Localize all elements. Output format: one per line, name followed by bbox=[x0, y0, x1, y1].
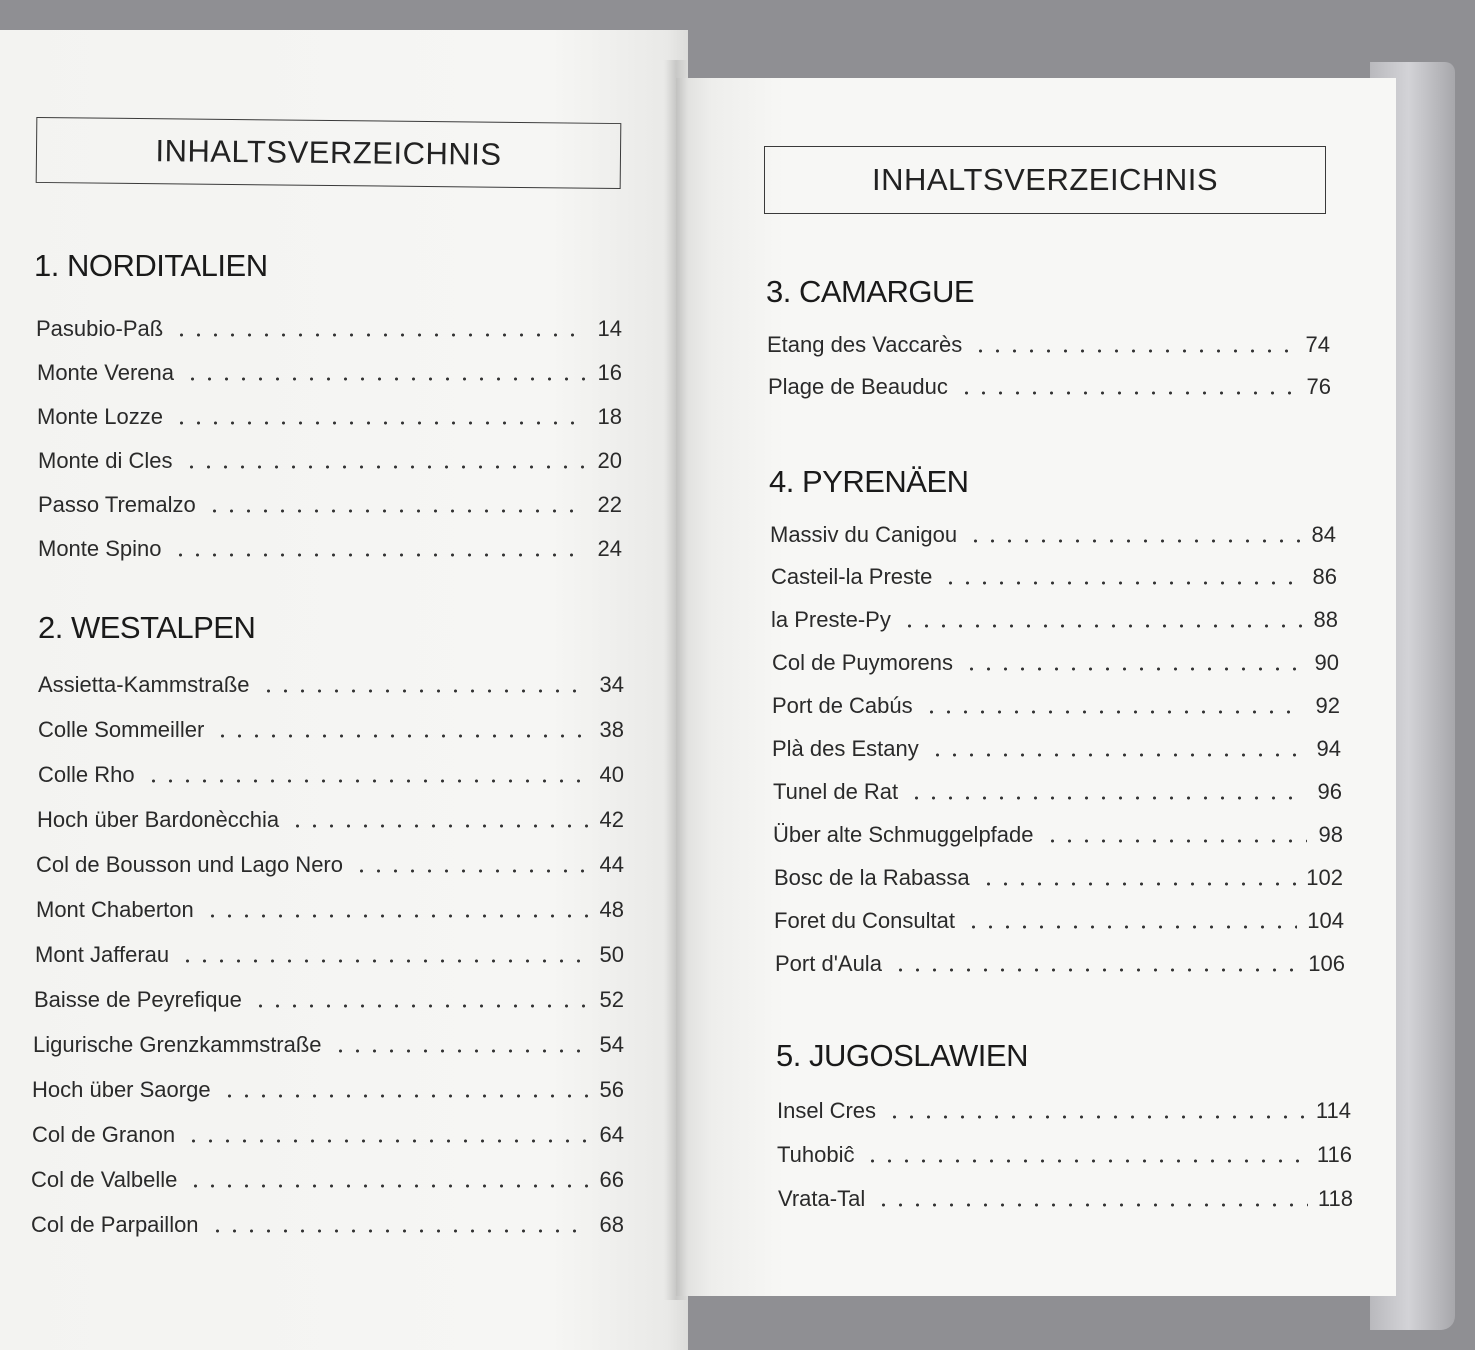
book-gutter bbox=[664, 60, 688, 1300]
right-page-title: INHALTSVERZEICHNIS bbox=[764, 146, 1326, 214]
dot-leader bbox=[184, 377, 586, 381]
toc-entry-page: 14 bbox=[597, 316, 622, 341]
dot-leader bbox=[963, 667, 1303, 671]
dot-leader bbox=[206, 509, 586, 513]
toc-entry bbox=[38, 442, 622, 474]
section-heading: 4. PYRENÄEN bbox=[769, 464, 969, 499]
dot-leader bbox=[1044, 839, 1308, 843]
toc-entry-page: 16 bbox=[597, 360, 622, 385]
toc-entry bbox=[772, 687, 1340, 719]
toc-entry bbox=[777, 1136, 1352, 1168]
dot-leader bbox=[942, 581, 1301, 585]
toc-entry-name: Col de Valbelle bbox=[31, 1167, 178, 1192]
toc-entry bbox=[33, 1026, 624, 1058]
toc-entry bbox=[31, 1161, 624, 1193]
toc-entry-name: Plage de Beauduc bbox=[768, 374, 948, 399]
toc-entry bbox=[32, 1116, 624, 1148]
left-page bbox=[0, 30, 688, 1350]
toc-entry-name: Hoch über Saorge bbox=[32, 1077, 211, 1102]
toc-entry-name: Pasubio-Paß bbox=[36, 316, 164, 341]
toc-entry-page: 118 bbox=[1317, 1186, 1353, 1211]
toc-entry-name: Col de Bousson und Lago Nero bbox=[36, 852, 343, 877]
toc-entry-name: Assietta-Kammstraße bbox=[38, 672, 250, 697]
toc-entry-page: 56 bbox=[599, 1077, 624, 1102]
section-heading: 3. CAMARGUE bbox=[766, 274, 975, 309]
toc-entry-page: 86 bbox=[1312, 564, 1337, 589]
dot-leader bbox=[980, 882, 1297, 886]
toc-entry-page: 74 bbox=[1305, 332, 1330, 357]
toc-entry-name: Tuhobiĉ bbox=[777, 1142, 855, 1167]
toc-entry-page: 18 bbox=[597, 404, 622, 429]
toc-entry-name: Casteil-la Preste bbox=[771, 564, 933, 589]
dot-leader bbox=[886, 1115, 1306, 1119]
toc-entry-name: Colle Rho bbox=[38, 762, 135, 787]
toc-entry-name: Vrata-Tal bbox=[778, 1186, 866, 1211]
dot-leader bbox=[172, 553, 586, 557]
toc-entry-page: 102 bbox=[1306, 865, 1343, 890]
toc-entry-page: 22 bbox=[597, 492, 622, 517]
toc-entry bbox=[37, 398, 622, 430]
dot-leader bbox=[209, 1229, 588, 1233]
toc-entry bbox=[772, 730, 1341, 762]
dot-leader bbox=[332, 1049, 588, 1053]
toc-entry-page: 38 bbox=[599, 717, 624, 742]
toc-entry-name: Col de Parpaillon bbox=[31, 1212, 199, 1237]
toc-entry-name: Über alte Schmuggelpfade bbox=[773, 822, 1034, 847]
toc-entry-page: 84 bbox=[1311, 522, 1336, 547]
toc-entry-page: 98 bbox=[1318, 822, 1343, 847]
toc-entry-page: 88 bbox=[1313, 607, 1338, 632]
toc-entry bbox=[771, 558, 1337, 590]
dot-leader bbox=[185, 1139, 588, 1143]
left-page-title: INHALTSVERZEICHNIS bbox=[36, 117, 622, 189]
toc-entry bbox=[36, 310, 622, 342]
toc-entry bbox=[35, 936, 624, 968]
toc-entry-page: 106 bbox=[1308, 951, 1345, 976]
dot-leader bbox=[901, 624, 1302, 628]
toc-entry-page: 114 bbox=[1315, 1098, 1351, 1123]
toc-entry-page: 66 bbox=[599, 1167, 624, 1192]
dot-leader bbox=[145, 779, 588, 783]
toc-entry bbox=[771, 601, 1338, 633]
toc-entry-name: Insel Cres bbox=[777, 1098, 877, 1123]
toc-entry-page: 34 bbox=[599, 672, 624, 697]
dot-leader bbox=[252, 1004, 588, 1008]
toc-entry-page: 68 bbox=[599, 1212, 624, 1237]
toc-entry bbox=[772, 644, 1339, 676]
toc-entry-name: Port d'Aula bbox=[775, 951, 882, 976]
toc-entry bbox=[778, 1180, 1353, 1212]
dot-leader bbox=[908, 796, 1306, 800]
toc-entry-name: Etang des Vaccarès bbox=[767, 332, 963, 357]
toc-entry bbox=[36, 846, 624, 878]
toc-entry-page: 76 bbox=[1306, 374, 1331, 399]
toc-entry-name: Mont Jafferau bbox=[35, 942, 170, 967]
section-heading: 2. WESTALPEN bbox=[38, 610, 256, 645]
toc-entry bbox=[777, 1092, 1351, 1124]
dot-leader bbox=[173, 333, 586, 337]
dot-leader bbox=[972, 349, 1294, 353]
dot-leader bbox=[260, 689, 589, 693]
toc-entry-name: Hoch über Bardonècchia bbox=[37, 807, 280, 832]
toc-entry-page: 90 bbox=[1314, 650, 1339, 675]
toc-entry-name: Monte Verena bbox=[37, 360, 174, 385]
toc-entry-page: 104 bbox=[1307, 908, 1344, 933]
dot-leader bbox=[892, 968, 1298, 972]
dot-leader bbox=[173, 421, 586, 425]
toc-entry-name: Baisse de Peyrefique bbox=[34, 987, 242, 1012]
right-page bbox=[676, 78, 1396, 1296]
dot-leader bbox=[967, 539, 1300, 543]
dot-leader bbox=[179, 959, 588, 963]
toc-entry-page: 52 bbox=[599, 987, 624, 1012]
toc-entry-name: Bosc de la Rabassa bbox=[774, 865, 970, 890]
toc-entry bbox=[774, 902, 1344, 934]
dot-leader bbox=[204, 914, 588, 918]
toc-entry-name: Col de Granon bbox=[32, 1122, 176, 1147]
section-heading: 1. NORDITALIEN bbox=[34, 248, 268, 283]
toc-entry-page: 44 bbox=[599, 852, 624, 877]
toc-entry-name: Monte Spino bbox=[38, 536, 162, 561]
toc-entry bbox=[768, 368, 1331, 400]
dot-leader bbox=[214, 734, 588, 738]
dot-leader bbox=[875, 1203, 1308, 1207]
toc-entry-page: 116 bbox=[1316, 1142, 1352, 1167]
dot-leader bbox=[923, 710, 1304, 714]
toc-entry-page: 50 bbox=[599, 942, 624, 967]
toc-entry-name: Monte Lozze bbox=[37, 404, 163, 429]
toc-entry-name: Col de Puymorens bbox=[772, 650, 953, 675]
dot-leader bbox=[183, 465, 586, 469]
toc-entry-name: la Preste-Py bbox=[771, 607, 891, 632]
dot-leader bbox=[221, 1094, 588, 1098]
toc-entry-page: 40 bbox=[599, 762, 624, 787]
toc-entry bbox=[773, 773, 1342, 805]
toc-entry-name: Tunel de Rat bbox=[773, 779, 899, 804]
toc-entry-name: Mont Chaberton bbox=[36, 897, 194, 922]
dot-leader bbox=[289, 824, 588, 828]
toc-entry-name: Port de Cabús bbox=[772, 693, 913, 718]
toc-entry bbox=[767, 326, 1330, 358]
toc-entry bbox=[37, 801, 624, 833]
toc-entry-name: Foret du Consultat bbox=[774, 908, 955, 933]
toc-entry bbox=[774, 859, 1343, 891]
section-heading: 5. JUGOSLAWIEN bbox=[776, 1038, 1028, 1073]
toc-entry-name: Ligurische Grenzkammstraße bbox=[33, 1032, 322, 1057]
toc-entry bbox=[32, 1071, 624, 1103]
toc-entry bbox=[36, 891, 624, 923]
toc-entry bbox=[775, 945, 1345, 977]
toc-entry bbox=[770, 516, 1336, 548]
dot-leader bbox=[965, 925, 1297, 929]
toc-entry bbox=[38, 486, 622, 518]
toc-entry bbox=[38, 666, 624, 698]
dot-leader bbox=[864, 1159, 1306, 1163]
toc-entry-page: 92 bbox=[1315, 693, 1340, 718]
toc-entry bbox=[38, 530, 622, 562]
toc-entry-page: 48 bbox=[599, 897, 624, 922]
toc-entry bbox=[773, 816, 1343, 848]
toc-entry-name: Passo Tremalzo bbox=[38, 492, 196, 517]
dot-leader bbox=[929, 753, 1305, 757]
toc-entry-name: Massiv du Canigou bbox=[770, 522, 958, 547]
toc-entry-page: 54 bbox=[599, 1032, 624, 1057]
toc-entry-page: 42 bbox=[599, 807, 624, 832]
toc-entry-name: Colle Sommeiller bbox=[38, 717, 205, 742]
toc-entry-name: Monte di Cles bbox=[38, 448, 173, 473]
toc-entry bbox=[31, 1206, 624, 1238]
toc-entry-name: Plà des Estany bbox=[772, 736, 919, 761]
toc-entry bbox=[38, 756, 624, 788]
toc-entry-page: 20 bbox=[597, 448, 622, 473]
toc-entry-page: 94 bbox=[1316, 736, 1341, 761]
dot-leader bbox=[958, 391, 1295, 395]
toc-entry-page: 96 bbox=[1317, 779, 1342, 804]
toc-entry bbox=[38, 711, 624, 743]
toc-entry bbox=[37, 354, 622, 386]
dot-leader bbox=[187, 1184, 588, 1188]
dot-leader bbox=[353, 869, 588, 873]
toc-entry-page: 64 bbox=[599, 1122, 624, 1147]
toc-entry-page: 24 bbox=[597, 536, 622, 561]
toc-entry bbox=[34, 981, 624, 1013]
